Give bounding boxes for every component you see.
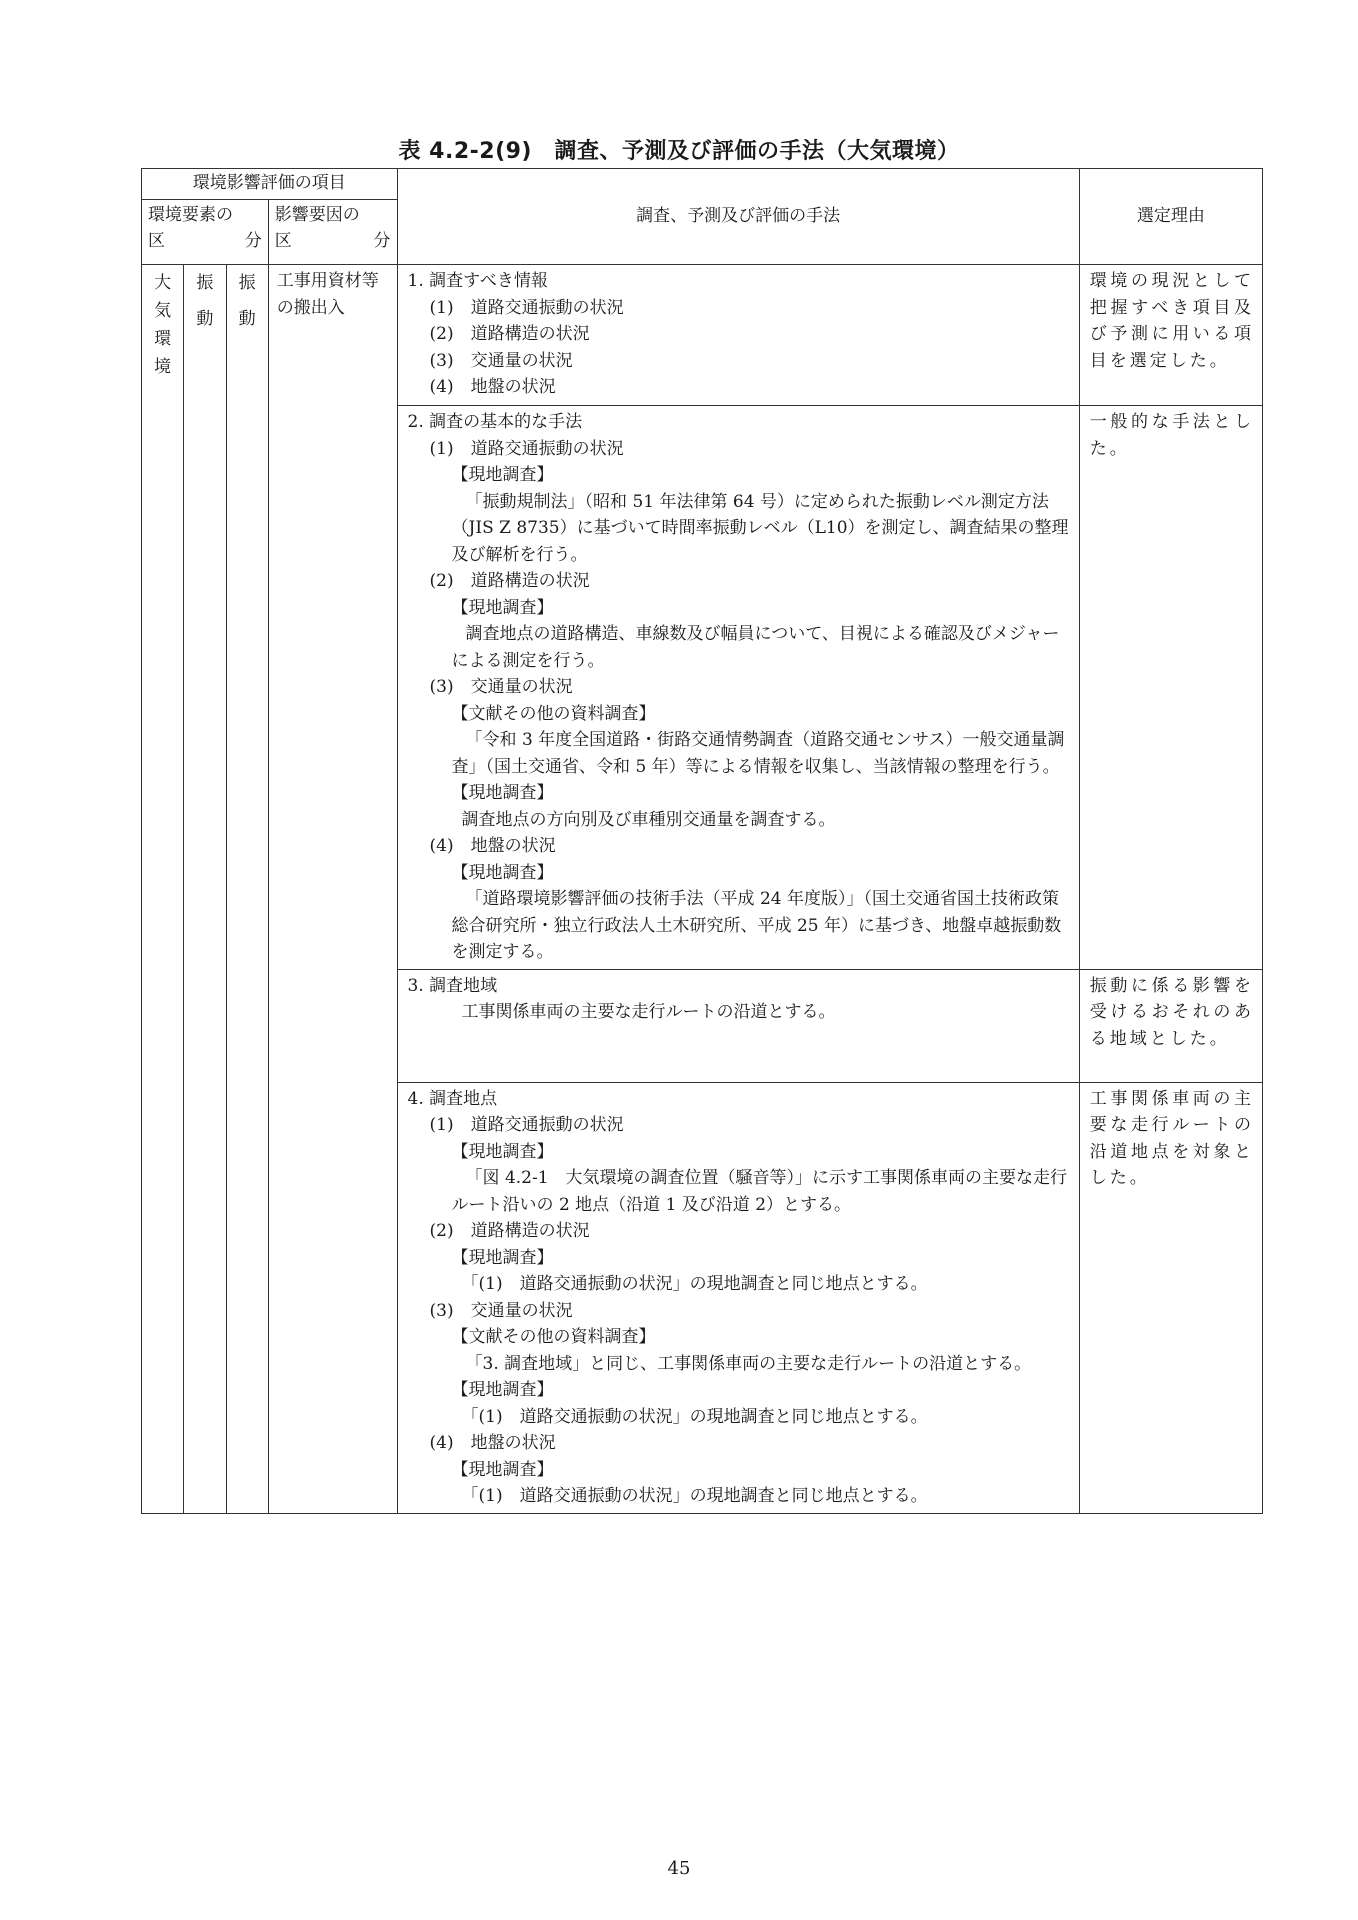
element-vibration-sub: 振 動 [226,265,268,1514]
header-element [142,200,269,265]
section-heading: 2. 調査の基本的な手法 [407,412,583,432]
list-item: (1) 道路交通振動の状況 [429,297,624,318]
list-item: (3) 交通量の状況 [429,350,573,371]
header-element-line1: 環境要素の [148,205,233,225]
reason-cell: 振動に係る影響を受けるおそれのある地域とした。 [1079,969,1262,1082]
header-factor-ku: 区 [274,231,292,251]
header-method: 調査、予測及び評価の手法 [397,169,1079,265]
section-heading: 1. 調査すべき情報 [407,271,548,291]
header-factor-bun: 分 [373,231,391,251]
impact-factor: 工事用資材等の搬出入 [268,265,397,1514]
header-factor-line1: 影響要因の [274,205,360,225]
section-heading: 3. 調査地域 [407,975,498,996]
section-info-to-survey [397,265,1079,406]
reason-cell: 工事関係車両の主要な走行ルートの沿道地点を対象とした。 [1079,1082,1262,1513]
reason-cell: 一般的な手法とした。 [1079,406,1262,970]
page-number: 45 [667,1858,691,1879]
header-element-bun: 分 [244,231,262,251]
table-title: 表 4.2-2(9) 調査、予測及び評価の手法（大気環境） [398,139,960,164]
element-air-environment: 大 気 環 境 [142,265,184,1514]
section-heading: 4. 調査地点 [407,1088,498,1109]
section-basic-method: 2. 調査の基本的な手法 (1) 道路交通振動の状況 【現地調査】 「振動規制法」（昭和 51 年法律第 64 号）に定められた振動レベル測定方法（JIS Z 8735）に基づいて時間率振動レベル（L10）を測定し、調査結果の整理及び解析を行う。 (2) 道路構造の状況 【現地調査】 調査地点の道路構造、車線数及び幅員について、目視による確認及びメジャーによる測定を行う。 (3) 交通量の状況 【文献その他の資料調査】 「令和 3 年度全国道路・街路交通情勢調査（道路交通センサス）一般交通量調査」（国土交通省、令和 5 年）等による情報を収集し、当該情報の整理を行う。 【現地調査】 調査地点の方向別及び車種別交通量を調査する。 (4) 地盤の状況 【現地調査】 「道路環境影響評価の技術手法（平成 24 年度版）」（国土交通省国土技術政策総合研究所・独立行政法人土木研究所、平成 25 年）に基づき、地盤卓越振動数を測定する。 [397,406,1079,970]
methods-table [141,168,1263,1514]
section-survey-points: 4. 調査地点 (1) 道路交通振動の状況 【現地調査】 「図 4.2-1 大気環境の調査位置（騒音等）」に示す工事関係車両の主要な走行ルート沿いの 2 地点（沿道 1 及び沿道 2）とする。 (2) 道路構造の状況 【現地調査】 「(1) 道路交通振動の状況」の現地調査と同じ地点とする。 (3) 交通量の状況 【文献その他の資料調査】 「3. 調査地域」と同じ、工事関係車両の主要な走行ルートの沿道とする。 【現地調査】 「(1) 道路交通振動の状況」の現地調査と同じ地点とする。 (4) 地盤の状況 【現地調査】 「(1) 道路交通振動の状況」の現地調査と同じ地点とする。 [397,1082,1079,1513]
list-item: (2) 道路構造の状況 [429,324,590,344]
element-vibration: 振 動 [184,265,226,1514]
header-factor [268,200,397,265]
header-reason: 選定理由 [1079,169,1262,265]
header-item-group: 環境影響評価の項目 [142,169,398,200]
section-survey-area: 3. 調査地域 工事関係車両の主要な走行ルートの沿道とする。 [397,969,1079,1082]
reason-cell: 環境の現況として把握すべき項目及び予測に用いる項目を選定した。 [1079,265,1262,406]
header-element-ku: 区 [148,231,165,251]
list-item: (4) 地盤の状況 [429,377,556,397]
